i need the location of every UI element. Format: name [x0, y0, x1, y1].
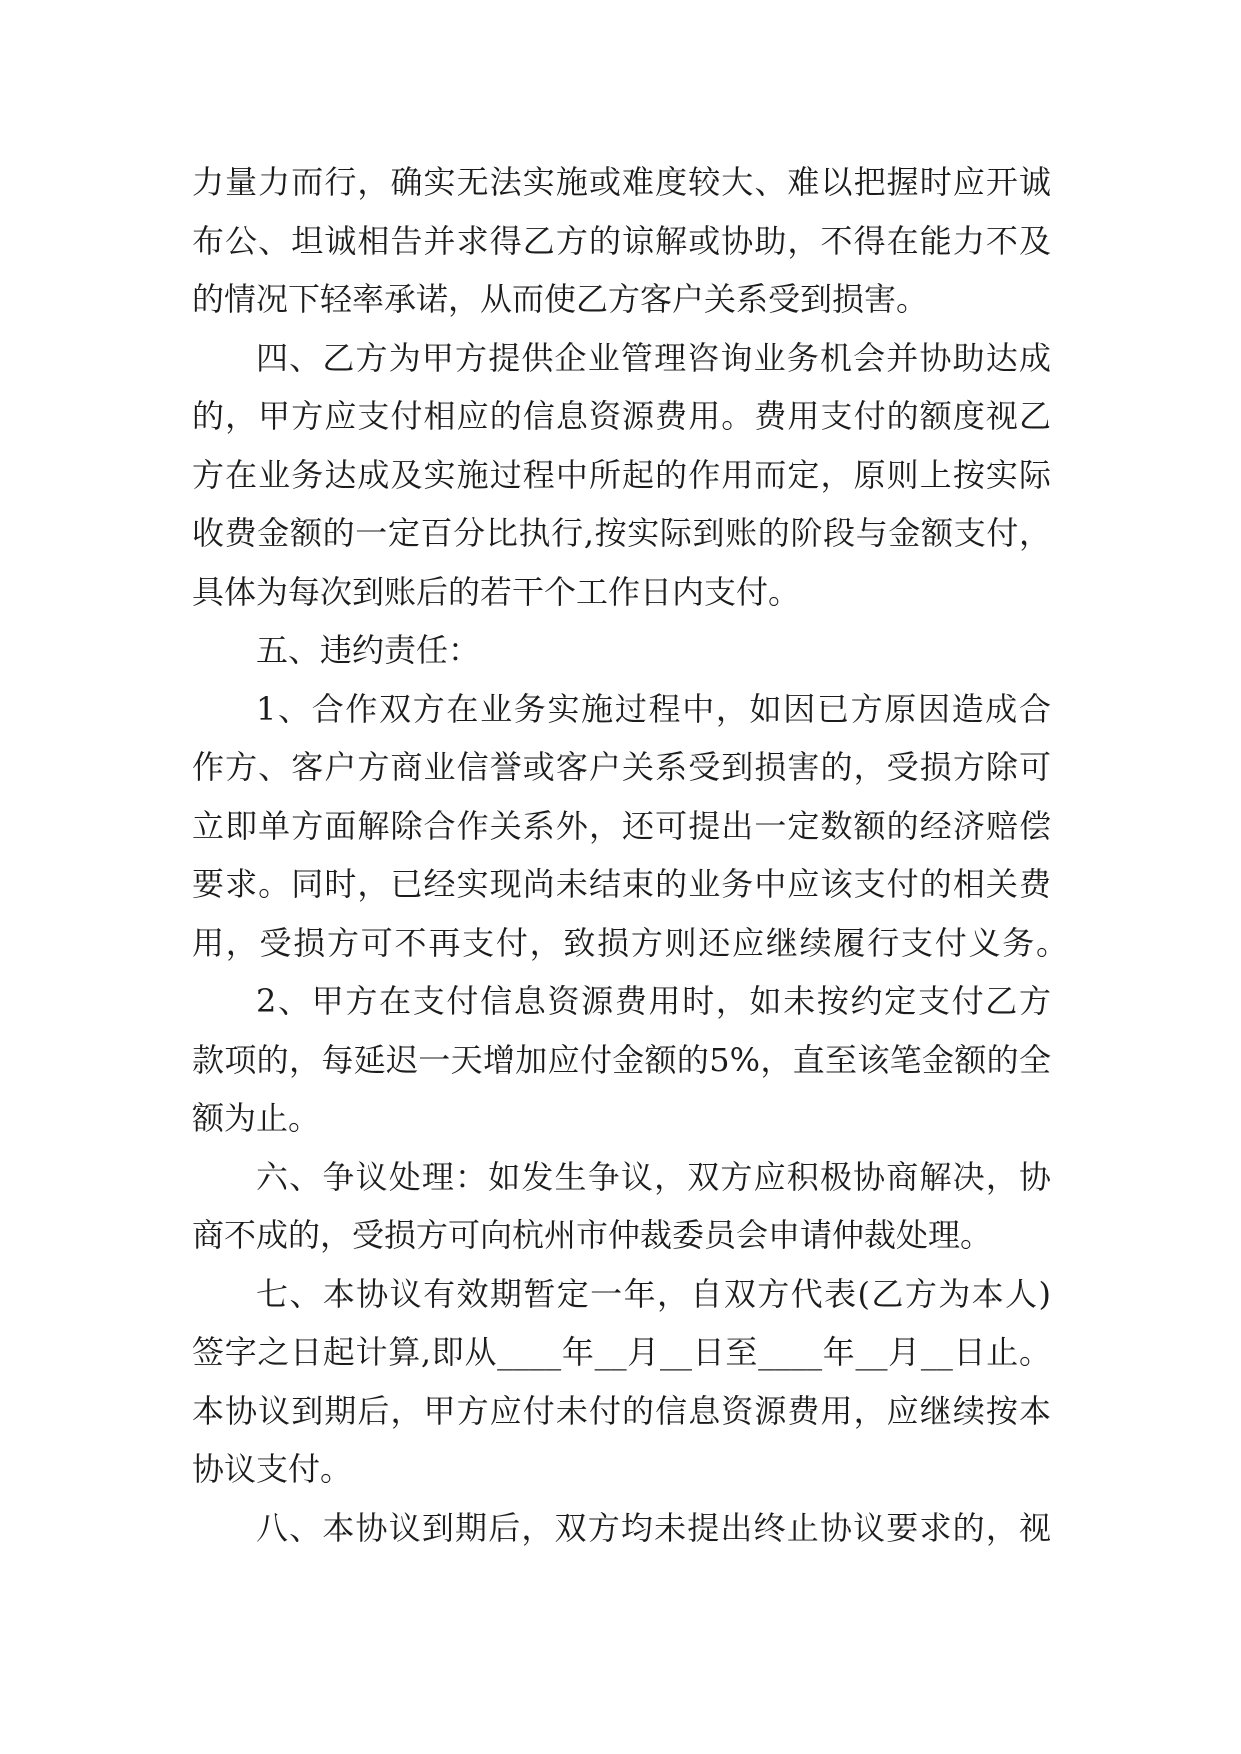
text-line: 布公、坦诚相告并求得乙方的谅解或协助，不得在能力不及: [192, 221, 1051, 260]
text-line: 1、合作双方在业务实施过程中，如因已方原因造成合: [256, 689, 1051, 728]
text-line: 的情况下轻率承诺，从而使乙方客户关系受到损害。: [192, 280, 929, 318]
text-line: 签字之日起计算,即从____年__月__日至____年__月__日止。: [192, 1333, 1051, 1371]
paragraph-clause-7: [192, 1265, 1051, 1499]
text-line: 本协议到期后，甲方应付未付的信息资源费用，应继续按本: [192, 1391, 1051, 1430]
text-line: 商不成的，受损方可向杭州市仲裁委员会申请仲裁处理。: [192, 1216, 993, 1254]
text-line: 具体为每次到账后的若干个工作日内支付。: [192, 572, 801, 611]
text-line: 收费金额的一定百分比执行,按实际到账的阶段与金额支付，: [192, 514, 1051, 552]
text-line: 2、甲方在支付信息资源费用时，如未按约定支付乙方: [256, 982, 1051, 1020]
text-line: 七、本协议有效期暂定一年，自双方代表(乙方为本人): [256, 1274, 1051, 1313]
text-line: 作方、客户方商业信誉或客户关系受到损害的，受损方除可: [192, 748, 1051, 786]
text-line: 款项的，每延迟一天增加应付金额的5%，直至该笔金额的全: [192, 1040, 1051, 1079]
text-line: 方在业务达成及实施过程中所起的作用而定，原则上按实际: [192, 455, 1051, 494]
document-body: [192, 153, 1068, 1557]
paragraph-clause-5-heading: [192, 621, 1051, 680]
text-line: 四、乙方为甲方提供企业管理咨询业务机会并协助达成: [256, 338, 1051, 377]
text-line: 协议支付。: [192, 1450, 353, 1488]
paragraph-continued: [192, 153, 1051, 329]
text-line: 额为止。: [192, 1099, 321, 1137]
section-heading: 五、违约责任：: [256, 631, 481, 669]
text-line: 要求。同时，已经实现尚未结束的业务中应该支付的相关费: [192, 865, 1051, 903]
paragraph-clause-6: [192, 1148, 1051, 1265]
paragraph-clause-8: [192, 1499, 1051, 1558]
paragraph-clause-5-item-1: [192, 680, 1068, 973]
text-line: 力量力而行，确实无法实施或难度较大、难以把握时应开诚: [192, 163, 1051, 201]
text-line: 立即单方面解除合作关系外，还可提出一定数额的经济赔偿: [192, 806, 1051, 845]
text-line: 六、争议处理：如发生争议，双方应积极协商解决，协: [256, 1157, 1051, 1196]
paragraph-clause-4: [192, 329, 1051, 622]
text-line: 的，甲方应支付相应的信息资源费用。费用支付的额度视乙: [192, 397, 1051, 435]
paragraph-clause-5-item-2: [192, 972, 1051, 1148]
text-line: 八、本协议到期后，双方均未提出终止协议要求的，视: [256, 1508, 1051, 1547]
text-line: 用，受损方可不再支付，致损方则还应继续履行支付义务。: [192, 923, 1068, 962]
